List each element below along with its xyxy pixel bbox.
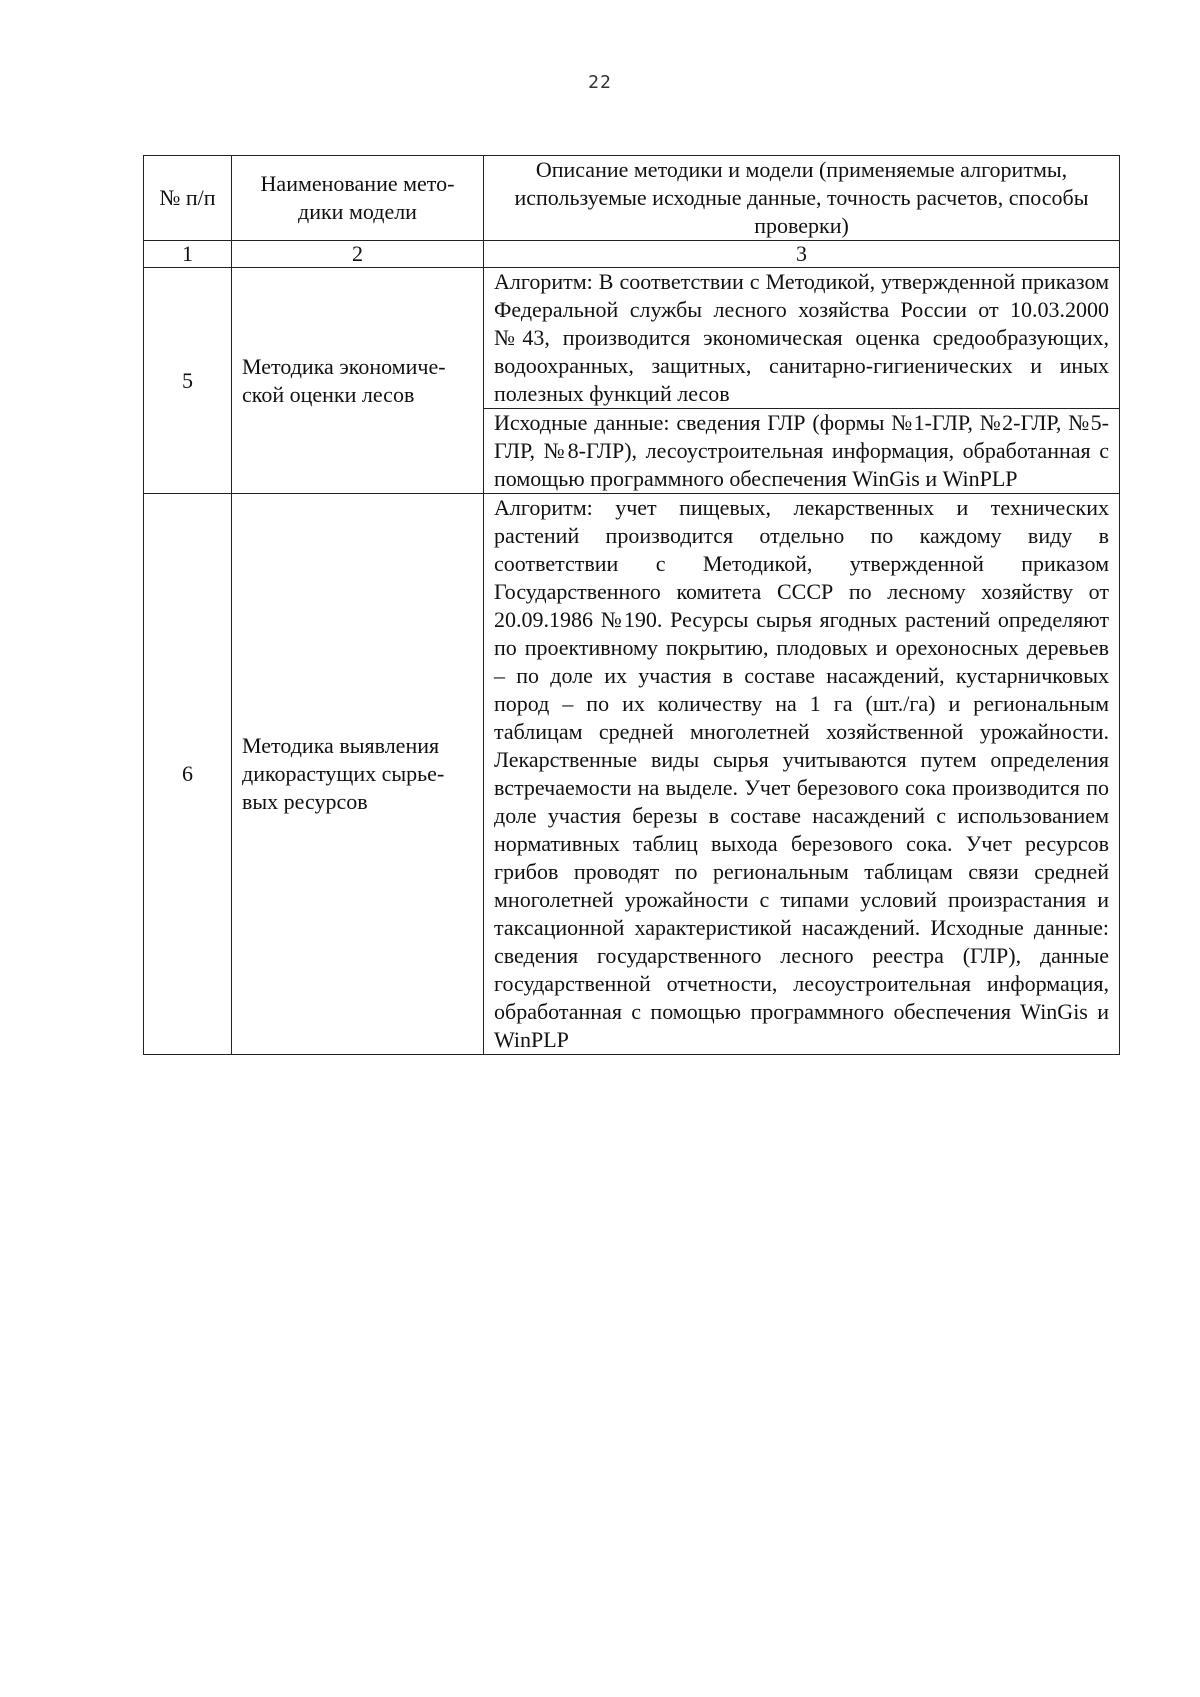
method-name: Методика экономиче-ской оценки лесов (232, 268, 484, 494)
method-name: Методика выявления дикорастущих сырье-вых ресурсов (232, 494, 484, 1055)
method-algorithm: Алгоритм: учет пищевых, лекарственных и технических растений производится отдельно по каждому виду в соответствии с Методикой, утвержденной приказом Государственного комитета СССР по лесному хозяйству от 20.09.1986 №190. Ресурсы сырья ягодных растений определяют по проективному покрытию, плодовых и орехоносных деревьев – по доле их участия в составе насаждений, кустарничковых пород – по их количеству на 1 га (шт./га) и региональным таблицам средней многолетней хозяйственной урожайности. Лекарственные виды сырья учитываются путем определения встречаемости на выделе. Учет березового сока производится по доле участия березы в составе насаждений с использованием нормативных таблиц выхода березового сока. Учет ресурсов грибов проводят по региональным таблицам связи средней многолетней урожайности с типами условий произрастания и таксационной характеристикой насаждений. Исходные данные: сведения государственного лесного реестра (ГЛР), данные государственной отчетности, лесоустроительная информация, обработанная с помощью программного обеспечения WinGis и WinPLP (484, 494, 1120, 1055)
column-number: 3 (484, 241, 1120, 268)
row-number: 5 (144, 268, 232, 494)
header-method-description: Описание методики и модели (применяемые алгоритмы, используемые исходные данные, точность расчетов, способы проверки) (484, 156, 1120, 241)
table-header-row (144, 156, 1120, 241)
page-number: 22 (588, 72, 612, 93)
method-algorithm: Алгоритм: В соответствии с Методикой, утвержденной приказом Федеральной службы лесного хозяйства России от 10.03.2000 №43, производится экономическая оценка средообразующих, водоохранных, защитных, санитарно-гигиенических и иных полезных функций лесов (484, 268, 1120, 409)
header-method-name: Наименование мето-дики модели (232, 156, 484, 241)
column-number: 1 (144, 241, 232, 268)
table-row (144, 494, 1120, 1055)
header-number: № п/п (144, 156, 232, 241)
column-numbers-row (144, 241, 1120, 268)
column-number: 2 (232, 241, 484, 268)
methods-table (143, 155, 1120, 1055)
row-number: 6 (144, 494, 232, 1055)
table-row (144, 268, 1120, 409)
method-input-data: Исходные данные: сведения ГЛР (формы №1-ГЛР, №2-ГЛР, №5-ГЛР, №8-ГЛР), лесоустроительная информация, обработанная с помощью программного обеспечения WinGis и WinPLP (484, 409, 1120, 494)
